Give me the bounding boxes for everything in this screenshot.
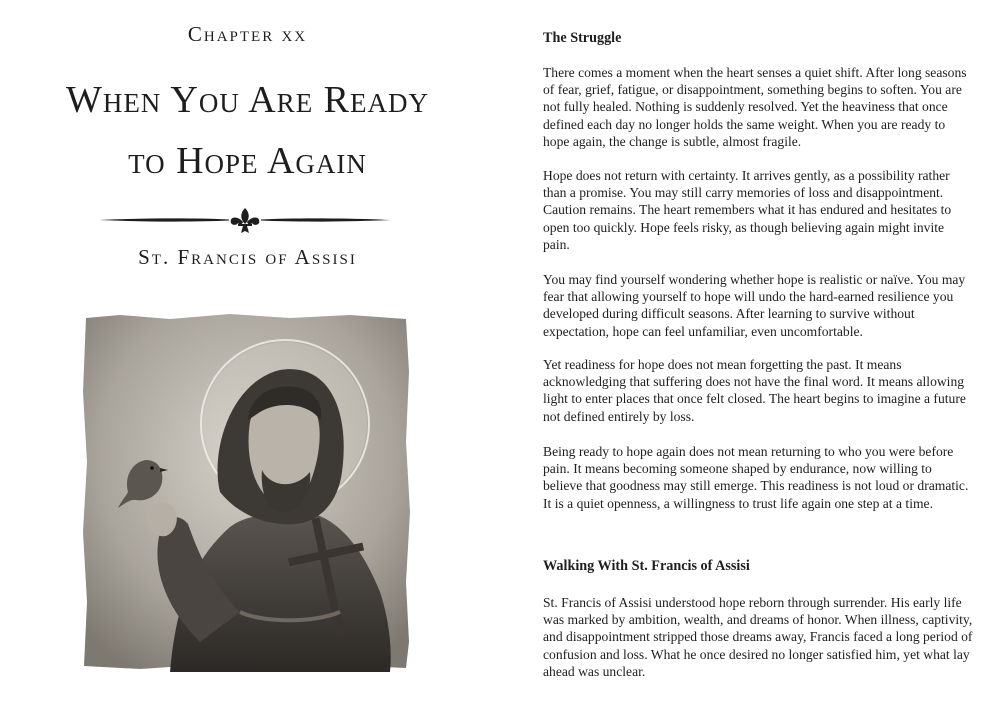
left-page	[0, 0, 495, 705]
paragraph: You may find yourself wondering whether hope is realistic or naïve. You may fear that allowing yourself to hope will undo the hard-earned resilience you developed during difficult seasons. After learning to survive without expectation, hope can feel unfamiliar, even uncomfortable.	[543, 272, 966, 339]
saint-francis-portrait-icon	[80, 312, 412, 672]
chapter-title-line2: to Hope Again	[128, 140, 367, 182]
saint-name: St. Francis of Assisi	[138, 245, 357, 269]
fleur-de-lis-divider-icon	[97, 205, 393, 235]
paragraph: There comes a moment when the heart senses a quiet shift. After long seasons of fear, grief, fatigue, or disappointment, something begins to soften. You are not fully healed. Nothing is suddenly resolved. Yet the heaviness that once defined each day no longer holds the same weight. When you are ready to hope again, the change is subtle, almost fragile.	[543, 65, 967, 149]
paragraph: St. Francis of Assisi understood hope reborn through surrender. His early life was marked by ambition, wealth, and dreams of honor. When illness, captivity, and disappointment stripped those dreams away, Francis faced a long period of confusion and loss. What he once desired no longer satisfied him, yet what lay ahead was unclear.	[543, 595, 973, 679]
chapter-title-line1: When You Are Ready	[65, 79, 430, 121]
paragraph: Being ready to hope again does not mean returning to who you were before pain. It means becoming someone shaped by endurance, now willing to believe that goodness may still emerge. This readiness is not loud or dramatic. It is a quiet openness, a willingness to trust life again one step at a time.	[543, 444, 969, 511]
chapter-label: Chapter xx	[187, 22, 308, 46]
section-heading-the-struggle: The Struggle	[543, 30, 622, 46]
paragraph: Yet readiness for hope does not mean forgetting the past. It means acknowledging that suffering does not have the final word. It means allowing light to enter places that once felt closed. The heart begins to imagine a future not defined entirely by loss.	[543, 357, 966, 424]
paragraph: Hope does not return with certainty. It arrives gently, as a possibility rather than a promise. You may still carry memories of loss and disappointment. Caution remains. The heart remembers what it has endured and hesitates to open too quickly. Hope feels risky, as though believing again might invite pain.	[543, 168, 952, 252]
right-page	[543, 0, 973, 705]
chapter-title	[20, 70, 475, 192]
section-heading-walking-with-st-francis: Walking With St. Francis of Assisi	[543, 558, 750, 574]
